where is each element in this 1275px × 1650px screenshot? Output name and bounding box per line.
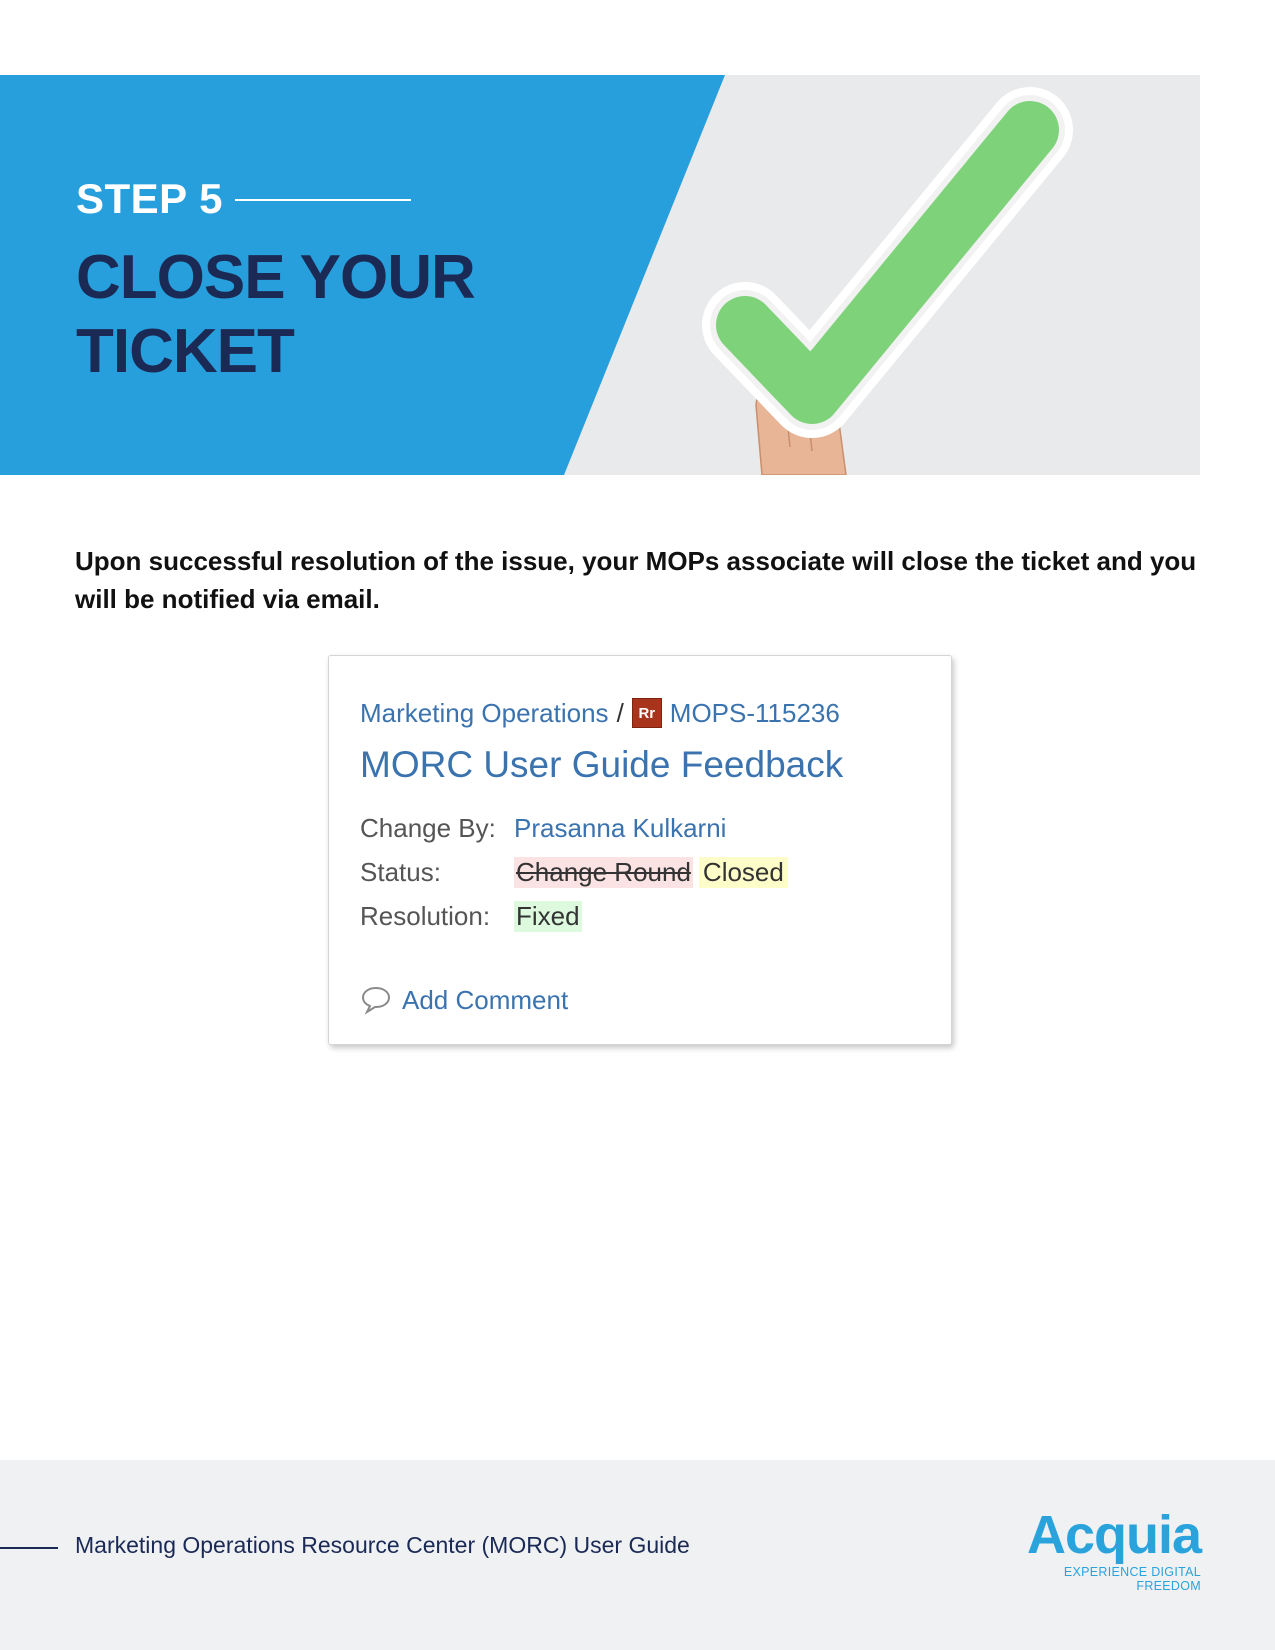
footer-divider-line: [0, 1547, 58, 1549]
page-title-line-1: CLOSE YOUR: [76, 243, 475, 312]
footer: [0, 1460, 1275, 1650]
brand-tagline: EXPERIENCE DIGITAL FREEDOM: [1063, 1565, 1201, 1593]
resolution-value: Fixed: [516, 900, 580, 931]
breadcrumb-separator: /: [616, 697, 624, 728]
hero-banner: [0, 75, 1200, 475]
comment-icon: [360, 985, 392, 1015]
status-label: Status:: [360, 856, 441, 887]
step-divider-line: [235, 199, 411, 201]
ticket-card: [328, 655, 952, 1045]
page-title-line-2: TICKET: [76, 317, 294, 386]
issue-title[interactable]: MORC User Guide Feedback: [360, 744, 844, 785]
step-label: STEP 5: [76, 175, 223, 222]
status-old-value: Change Round: [516, 856, 691, 887]
status-new-value: Closed: [699, 857, 788, 888]
issue-key-link[interactable]: MOPS-115236: [669, 697, 840, 728]
change-by-user-link[interactable]: Prasanna Kulkarni: [514, 812, 727, 843]
check-mark-sign-icon: [745, 130, 1030, 395]
add-comment-label: Add Comment: [402, 984, 569, 1015]
field-change-by: [360, 811, 726, 845]
add-comment-button[interactable]: [360, 982, 568, 1018]
change-by-label: Change By:: [360, 812, 496, 843]
intro-paragraph: Upon successful resolution of the issue, your MOPs associate will close the ticket and you will be notified via email.: [75, 546, 1197, 614]
step-heading: [76, 175, 411, 223]
resolution-label: Resolution:: [360, 900, 491, 931]
project-icon: Rr: [632, 698, 662, 728]
breadcrumb-project-link[interactable]: Marketing Operations: [360, 697, 609, 728]
page-title: [76, 241, 536, 389]
breadcrumb: [360, 696, 840, 730]
footer-guide-title: Marketing Operations Resource Center (MORC) User Guide: [75, 1532, 690, 1558]
brand-logo: [1005, 1505, 1201, 1593]
brand-name: Acquia: [1026, 1505, 1201, 1565]
field-resolution: [360, 899, 582, 933]
field-status: [360, 855, 788, 889]
